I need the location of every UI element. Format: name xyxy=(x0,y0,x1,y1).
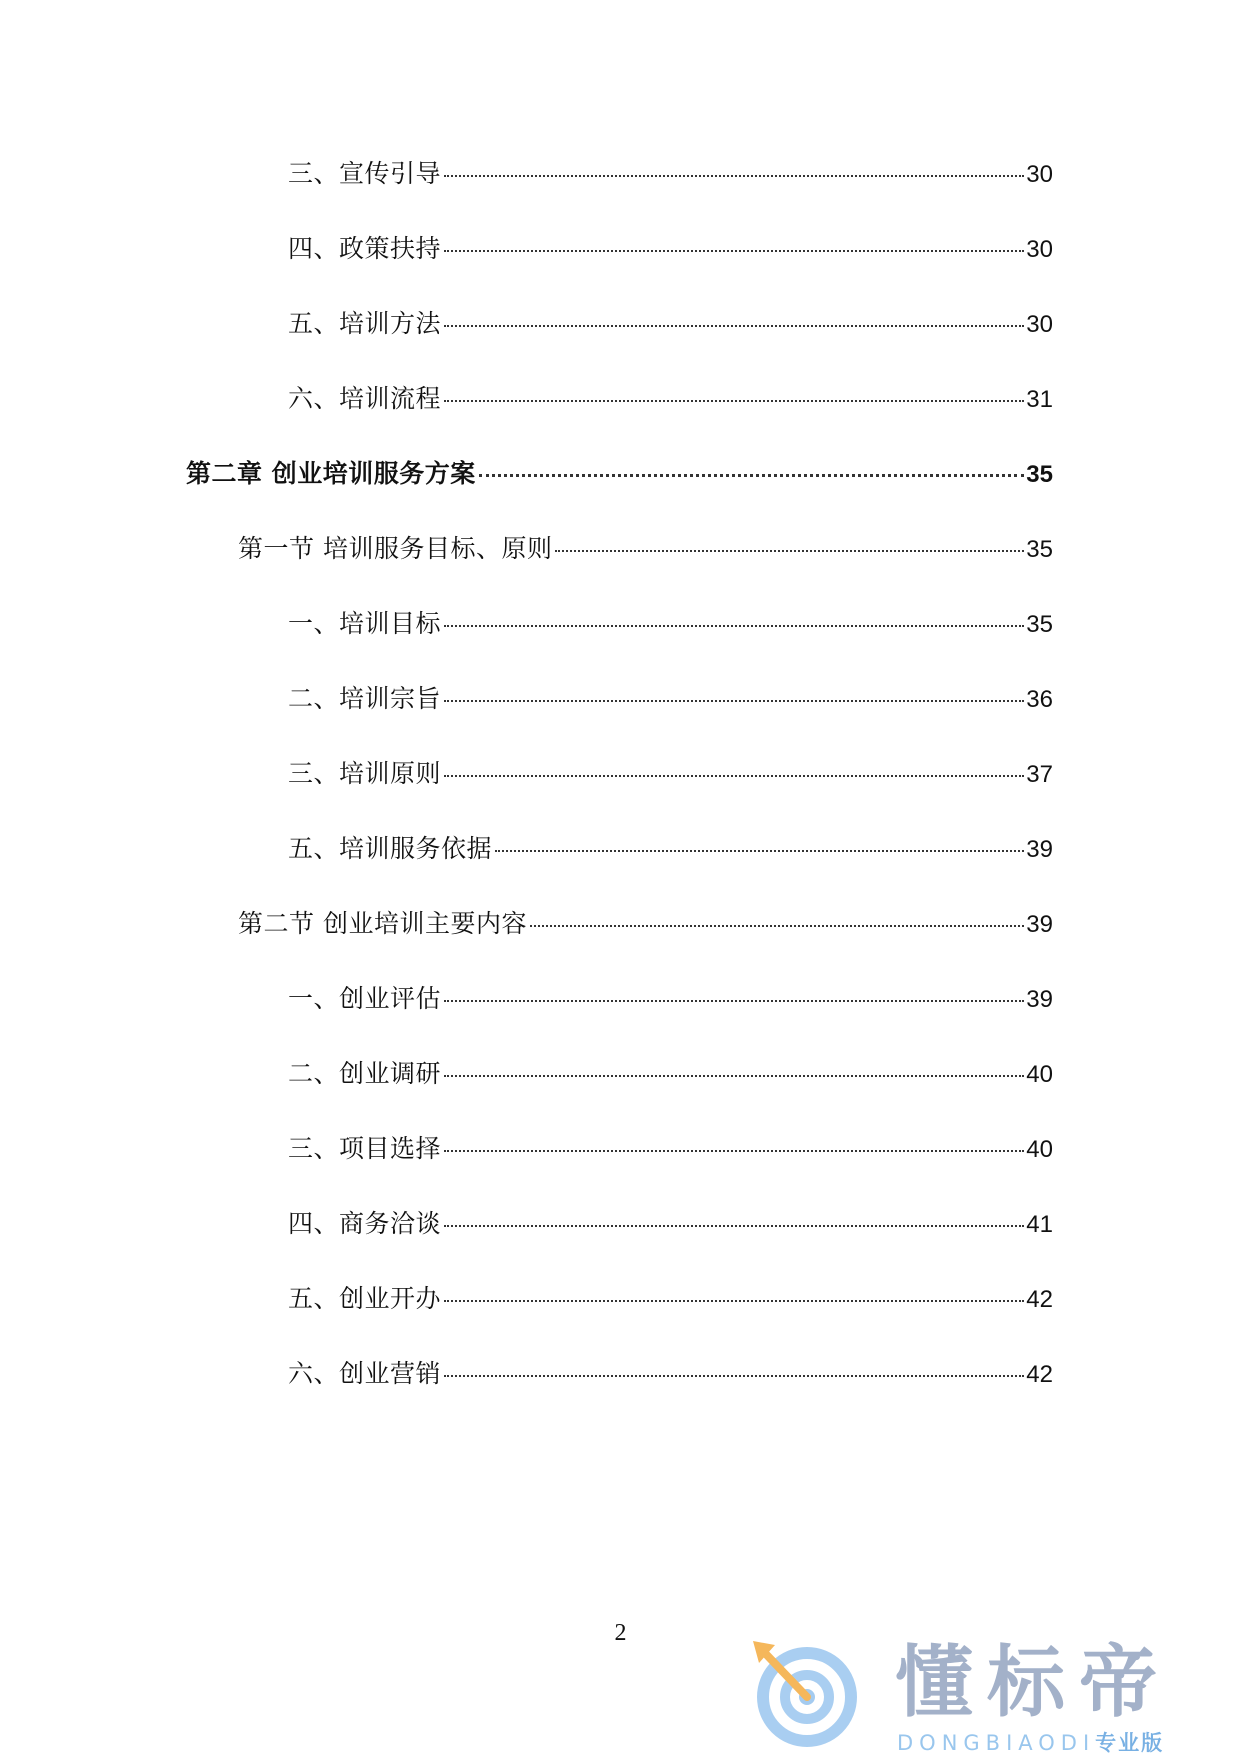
toc-entry-title: 五、创业开办 xyxy=(288,1284,442,1313)
toc-dot-leader xyxy=(444,625,1024,627)
toc-entry-page: 31 xyxy=(1026,386,1053,413)
toc-entry-page: 39 xyxy=(1026,986,1053,1013)
toc-dot-leader xyxy=(444,325,1024,327)
toc-dot-leader xyxy=(444,1300,1024,1302)
toc-entry-page: 41 xyxy=(1026,1211,1053,1238)
toc-entry[interactable] xyxy=(288,232,1053,266)
toc-section-entry[interactable] xyxy=(238,907,1053,941)
toc-entry-title: 五、培训方法 xyxy=(288,309,442,338)
toc-entry[interactable] xyxy=(288,1132,1053,1166)
toc-entry-page: 39 xyxy=(1026,911,1053,938)
toc-entry[interactable] xyxy=(288,682,1053,716)
toc-dot-leader xyxy=(495,850,1024,852)
toc-dot-leader xyxy=(444,1225,1024,1227)
toc-entry-page: 35 xyxy=(1026,536,1053,563)
watermark-brand-name: 懂标帝 xyxy=(895,1638,1172,1728)
toc-dot-leader xyxy=(444,175,1024,177)
toc-dot-leader xyxy=(444,400,1024,402)
toc-entry[interactable] xyxy=(288,1057,1053,1091)
toc-entry-page: 36 xyxy=(1026,686,1053,713)
toc-entry-title: 五、培训服务依据 xyxy=(288,834,493,863)
toc-chapter-entry[interactable] xyxy=(186,457,1053,491)
toc-entry[interactable] xyxy=(288,982,1053,1016)
toc-entry[interactable] xyxy=(288,382,1053,416)
toc-entry-page: 42 xyxy=(1026,1286,1053,1313)
toc-entry-page: 35 xyxy=(1026,461,1053,488)
toc-dot-leader xyxy=(444,1075,1024,1077)
toc-entry-title: 一、培训目标 xyxy=(288,609,442,638)
watermark-edition: 专业版 xyxy=(1095,1731,1165,1755)
toc-dot-leader xyxy=(444,775,1024,777)
toc-entry-page: 40 xyxy=(1026,1136,1053,1163)
toc-entry-page: 30 xyxy=(1026,236,1053,263)
toc-entry-title: 六、创业营销 xyxy=(288,1359,442,1388)
toc-entry-page: 30 xyxy=(1026,161,1053,188)
toc-entry-title: 第一节 培训服务目标、原则 xyxy=(238,534,553,563)
page-number: 2 xyxy=(614,1620,627,1646)
toc-entry-title: 第二章 创业培训服务方案 xyxy=(186,459,476,488)
toc-dot-leader xyxy=(555,550,1024,552)
toc-entry-title: 二、创业调研 xyxy=(288,1059,442,1088)
watermark-pinyin: DONGBIAODI xyxy=(897,1731,1096,1755)
toc-entry[interactable] xyxy=(288,1282,1053,1316)
toc-entry-title: 三、培训原则 xyxy=(288,759,442,788)
toc-entry[interactable] xyxy=(288,157,1053,191)
toc-entry-page: 30 xyxy=(1026,311,1053,338)
toc-entry-title: 第二节 创业培训主要内容 xyxy=(238,909,527,938)
toc-entry[interactable] xyxy=(288,832,1053,866)
toc-entry[interactable] xyxy=(288,1357,1053,1391)
toc-entry[interactable] xyxy=(288,307,1053,341)
toc-entry-title: 三、项目选择 xyxy=(288,1134,442,1163)
toc-dot-leader xyxy=(444,1000,1024,1002)
toc-entry-page: 37 xyxy=(1026,761,1053,788)
toc-entry[interactable] xyxy=(288,607,1053,641)
toc-entry-title: 三、宣传引导 xyxy=(288,159,442,188)
toc-entry-page: 40 xyxy=(1026,1061,1053,1088)
toc-dot-leader xyxy=(479,474,1025,477)
toc-dot-leader xyxy=(444,250,1024,252)
toc-entry-title: 二、培训宗旨 xyxy=(288,684,442,713)
toc-entry-title: 一、创业评估 xyxy=(288,984,442,1013)
toc-entry[interactable] xyxy=(288,757,1053,791)
watermark-subtitle xyxy=(897,1727,1164,1757)
toc-entry-page: 39 xyxy=(1026,836,1053,863)
toc-entry-page: 42 xyxy=(1026,1361,1053,1388)
toc-dot-leader xyxy=(444,1375,1024,1377)
toc-entry-title: 四、商务洽谈 xyxy=(288,1209,442,1238)
toc-section-entry[interactable] xyxy=(238,532,1053,566)
toc-entry[interactable] xyxy=(288,1207,1053,1241)
toc-dot-leader xyxy=(444,700,1024,702)
watermark xyxy=(745,1635,1225,1755)
toc-entry-title: 六、培训流程 xyxy=(288,384,442,413)
target-logo-icon xyxy=(745,1635,865,1750)
toc-dot-leader xyxy=(444,1150,1024,1152)
toc-dot-leader xyxy=(530,925,1024,927)
toc-entry-page: 35 xyxy=(1026,611,1053,638)
toc-entry-title: 四、政策扶持 xyxy=(288,234,442,263)
